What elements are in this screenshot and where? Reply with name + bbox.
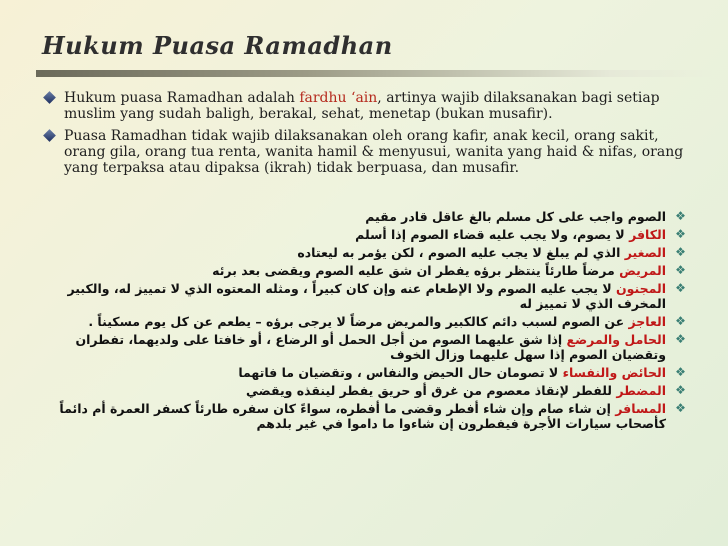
arabic-text: الصوم واجب على كل مسلم بالغ عاقل قادر مقيم <box>365 209 666 224</box>
arabic-text: لا يجب عليه الصوم ولا الإطعام عنه وإن كان كبيراً ، ومثله المعتوه الذي لا تمييز له، والكبير المخرف الذي لا تمييز له <box>67 281 666 311</box>
arabic-item <box>48 365 688 380</box>
arabic-text: الذي لم يبلغ لا يجب عليه الصوم ، لكن يؤمر به ليعتاده <box>297 245 625 260</box>
bullet-arrow-icon: ❖ <box>675 245 686 259</box>
arabic-item <box>48 332 688 362</box>
bullet-arrow-icon: ❖ <box>675 401 686 415</box>
arabic-keyword: المريض <box>619 263 666 278</box>
bullet-arrow-icon: ❖ <box>675 314 686 328</box>
bullet-item <box>44 90 694 122</box>
arabic-keyword: الصغير <box>624 245 666 260</box>
title-rule <box>36 70 712 77</box>
indonesian-bullet-list <box>44 90 694 182</box>
bullet-arrow-icon: ❖ <box>675 365 686 379</box>
bullet-arrow-icon: ❖ <box>675 263 686 277</box>
arabic-item <box>48 263 688 278</box>
bullet-arrow-icon: ❖ <box>675 332 686 346</box>
arabic-item <box>48 245 688 260</box>
arabic-keyword: الحامل والمرضع <box>566 332 666 347</box>
arabic-text: لا يصوم، ولا يجب عليه قضاء الصوم إذا أسلم <box>355 227 630 242</box>
diamond-bullet-icon <box>43 91 56 104</box>
bullet-item <box>44 128 694 176</box>
arabic-text: للفطر لإنقاذ معصوم من غرق أو حريق يفطر لينقذه ويقضي <box>246 383 617 398</box>
arabic-text: إذا شق عليهما الصوم من أجل الحمل أو الرضاع ، أو خافتا على ولديهما، تفطران وتقضيان الصوم إذا سهل عليهما وزال الخوف <box>75 332 666 362</box>
bullet-arrow-icon: ❖ <box>675 227 686 241</box>
bullet-highlight: fardhu ‘ain <box>299 90 378 106</box>
bullet-text: Hukum puasa Ramadhan adalah <box>64 90 300 106</box>
arabic-keyword: الكافر <box>629 227 666 242</box>
arabic-item <box>48 281 688 311</box>
bullet-arrow-icon: ❖ <box>675 281 686 295</box>
arabic-text: مرضاً طارئاً ينتظر برؤه يفطر ان شق عليه الصوم ويقضى بعد برئه <box>212 263 620 278</box>
arabic-keyword: الحائض والنفساء <box>562 365 666 380</box>
arabic-keyword: العاجز <box>628 314 666 329</box>
bullet-text: Puasa Ramadhan tidak wajib dilaksanakan oleh orang kafir, anak kecil, orang sakit, orang gila, orang tua renta, wanita hamil & menyusui, wanita yang haid & nifas, orang yang terpaksa atau dipaksa (ikrah) tidak berpuasa, dan musafir. <box>64 128 684 176</box>
arabic-item <box>48 383 688 398</box>
arabic-keyword: المسافر <box>615 401 666 416</box>
arabic-text: لا تصومان حال الحيض والنفاس ، وتقضيان ما فاتهما <box>238 365 563 380</box>
arabic-text: إن شاء صام وإن شاء أفطر وقضى ما أفطره، سواءً كان سفره طارئاً كسفر العمرة أم دائماً كأصحاب سيارات الأجرة فيفطرون إن شاءوا ما داموا في غير بلدهم <box>59 401 666 431</box>
diamond-bullet-icon <box>43 129 56 142</box>
arabic-item <box>48 209 688 224</box>
arabic-keyword: المضطر <box>616 383 666 398</box>
bullet-text: , artinya wajib dilaksanakan bagi setiap muslim yang sudah baligh, berakal, sehat, menetap (bukan musafir). <box>64 90 660 122</box>
arabic-item <box>48 401 688 431</box>
bullet-arrow-icon: ❖ <box>675 209 686 223</box>
arabic-text: عن الصوم لسبب دائم كالكبير والمريض مرضاً لا يرجى برؤه – يطعم عن كل يوم مسكيناً . <box>88 314 629 329</box>
arabic-item <box>48 227 688 242</box>
arabic-keyword: المجنون <box>616 281 666 296</box>
bullet-arrow-icon: ❖ <box>675 383 686 397</box>
slide-title: Hukum Puasa Ramadhan <box>42 31 393 60</box>
arabic-rulings-list <box>48 209 688 434</box>
arabic-item <box>48 314 688 329</box>
